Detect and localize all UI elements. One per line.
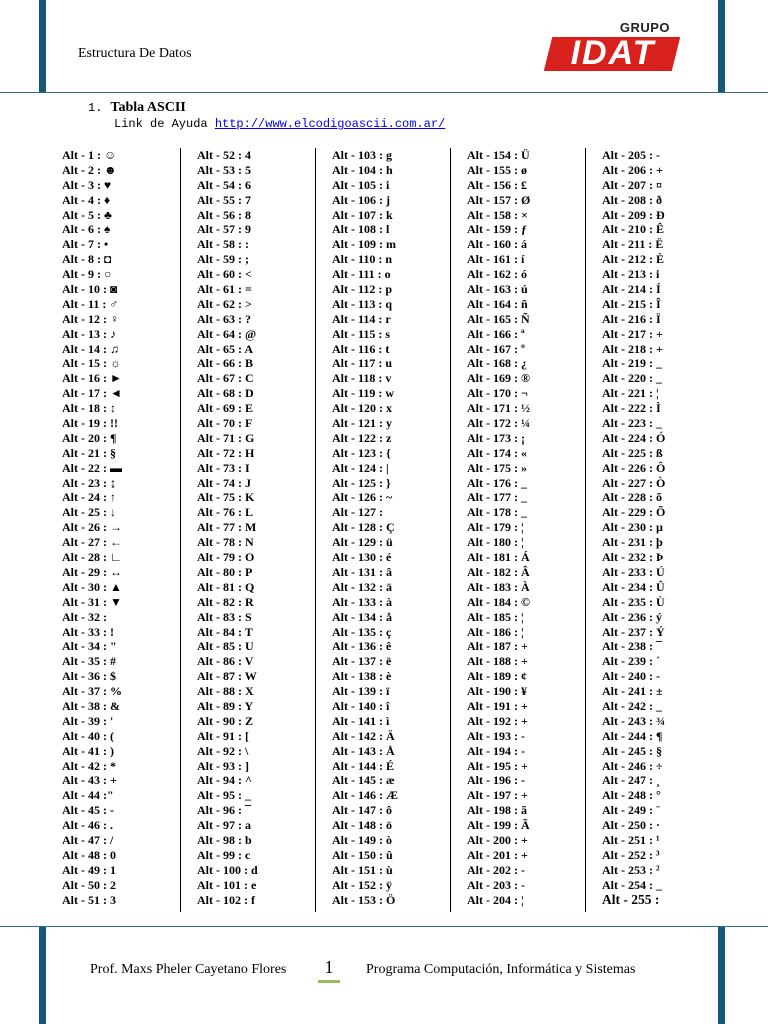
ascii-entry: Alt - 21 : § [62,445,116,460]
ascii-entry: Alt - 244 : ¶ [602,728,663,743]
ascii-entry: Alt - 94 : ^ [197,773,252,788]
ascii-entry: Alt - 128 : Ç [332,520,395,535]
ascii-entry: Alt - 97 : a [197,818,251,833]
ascii-entry: Alt - 73 : I [197,460,250,475]
ascii-entry: Alt - 156 : £ [467,177,527,192]
ascii-entry: Alt - 195 : + [467,758,528,773]
ascii-entry: Alt - 204 : ¦ [467,892,524,907]
ascii-entry: Alt - 180 : ¦ [467,535,524,550]
ascii-entry: Alt - 151 : ù [332,862,393,877]
ascii-entry: Alt - 217 : + [602,326,663,341]
ascii-entry: Alt - 211 : Ë [602,237,664,252]
ascii-entry: Alt - 54 : 6 [197,177,251,192]
ascii-entry: Alt - 27 : ← [62,535,122,550]
ascii-entry: Alt - 199 : Ã [467,818,530,833]
ascii-entry: Alt - 146 : Æ [332,788,398,803]
help-link-label: Link de Ayuda [114,117,208,131]
ascii-entry: Alt - 148 : ö [332,818,392,833]
ascii-entry: Alt - 207 : ¤ [602,177,662,192]
ascii-entry: Alt - 190 : ¥ [467,684,527,699]
ascii-entry: Alt - 159 : ƒ [467,222,527,237]
ascii-entry: Alt - 50 : 2 [62,877,116,892]
ascii-entry: Alt - 4 : ♦ [62,192,111,207]
ascii-entry: Alt - 122 : z [332,430,392,445]
ascii-entry: Alt - 81 : Q [197,579,255,594]
ascii-entry: Alt - 41 : ) [62,743,114,758]
ascii-entry: Alt - 45 : - [62,803,114,818]
ascii-entry: Alt - 139 : ï [332,684,390,699]
ascii-entry: Alt - 12 : ♀ [62,311,119,326]
ascii-entry: Alt - 35 : # [62,654,116,669]
ascii-entry: Alt - 233 : Ú [602,564,665,579]
ascii-entry: Alt - 149 : ò [332,832,392,847]
logo-main-text: IDAT [570,34,656,72]
ascii-entry: Alt - 80 : P [197,564,253,579]
ascii-entry: Alt - 183 : À [467,579,530,594]
ascii-entry: Alt - 234 : Û [602,579,665,594]
ascii-entry: Alt - 145 : æ [332,773,395,788]
ascii-entry: Alt - 155 : ø [467,162,527,177]
ascii-entry: Alt - 144 : É [332,758,394,773]
ascii-entry: Alt - 131 : â [332,564,392,579]
right-bar-bottom [718,926,725,1024]
ascii-entry: Alt - 96 : ¯ [197,803,251,818]
ascii-entry: Alt - 182 : Â [467,564,530,579]
idat-logo [548,20,680,74]
ascii-entry: Alt - 126 : ~ [332,490,393,505]
ascii-entry: Alt - 77 : M [197,520,257,535]
ascii-entry: Alt - 19 : !! [62,416,118,431]
section-heading [88,100,186,116]
ascii-entry: Alt - 157 : Ø [467,192,531,207]
ascii-entry: Alt - 221 : ¦ [602,386,659,401]
ascii-entry: Alt - 242 : _ [602,698,662,713]
ascii-entry: Alt - 70 : F [197,416,253,431]
ascii-entry: Alt - 31 : ▼ [62,594,122,609]
ascii-entry: Alt - 253 : ² [602,862,660,877]
ascii-entry: Alt - 166 : ª [467,326,525,341]
ascii-column-5 [602,148,665,907]
ascii-column-1 [62,148,122,907]
ascii-entry: Alt - 28 : ∟ [62,550,122,565]
ascii-entry: Alt - 124 : | [332,460,389,475]
ascii-entry: Alt - 39 : ' [62,713,114,728]
column-separator [315,148,316,912]
ascii-entry: Alt - 48 : 0 [62,847,116,862]
column-separator [450,148,451,912]
ascii-entry: Alt - 231 : þ [602,535,663,550]
ascii-entry: Alt - 150 : û [332,847,393,862]
ascii-entry: Alt - 127 : [332,505,383,520]
ascii-entry: Alt - 84 : T [197,624,253,639]
ascii-entry: Alt - 132 : ä [332,579,392,594]
ascii-entry: Alt - 20 : ¶ [62,430,117,445]
ascii-entry: Alt - 196 : - [467,773,525,788]
ascii-entry: Alt - 93 : ] [197,758,249,773]
ascii-entry: Alt - 241 : ± [602,684,663,699]
ascii-entry: Alt - 181 : Á [467,550,530,565]
ascii-entry: Alt - 3 : ♥ [62,177,112,192]
ascii-entry: Alt - 66 : B [197,356,253,371]
ascii-entry: Alt - 78 : N [197,535,254,550]
ascii-entry: Alt - 75 : K [197,490,255,505]
ascii-entry: Alt - 138 : è [332,669,392,684]
ascii-entry: Alt - 250 : · [602,818,660,833]
ascii-entry: Alt - 114 : r [332,311,391,326]
ascii-entry: Alt - 10 : ◙ [62,282,118,297]
ascii-entry: Alt - 110 : n [332,252,392,267]
ascii-entry: Alt - 101 : e [197,877,257,892]
ascii-entry: Alt - 67 : C [197,371,254,386]
ascii-entry: Alt - 44 :" [62,788,114,803]
ascii-entry: Alt - 15 : ☼ [62,356,121,371]
ascii-entry: Alt - 161 : í [467,252,525,267]
ascii-column-3 [332,148,398,907]
ascii-entry: Alt - 52 : 4 [197,148,251,162]
ascii-entry: Alt - 43 : + [62,773,117,788]
ascii-entry: Alt - 56 : 8 [197,207,251,222]
ascii-entry: Alt - 76 : L [197,505,253,520]
ascii-entry: Alt - 104 : h [332,162,393,177]
ascii-entry: Alt - 185 : ¦ [467,609,524,624]
ascii-entry: Alt - 59 : ; [197,252,249,267]
ascii-entry: Alt - 82 : R [197,594,254,609]
ascii-entry: Alt - 143 : Å [332,743,395,758]
ascii-entry: Alt - 252 : ³ [602,847,660,862]
ascii-entry: Alt - 49 : 1 [62,862,116,877]
ascii-entry: Alt - 220 : _ [602,371,662,386]
ascii-entry: Alt - 61 : = [197,282,252,297]
ascii-entry: Alt - 215 : Î [602,296,661,311]
ascii-entry: Alt - 46 : . [62,818,113,833]
ascii-entry: Alt - 222 : Ì [602,401,661,416]
ascii-entry: Alt - 167 : º [467,341,525,356]
left-bar-top [39,0,46,92]
ascii-entry: Alt - 89 : Y [197,698,254,713]
ascii-entry: Alt - 92 : \ [197,743,249,758]
ascii-entry: Alt - 5 : ♣ [62,207,112,222]
ascii-entry: Alt - 140 : î [332,698,390,713]
ascii-entry: Alt - 232 : Þ [602,550,664,565]
ascii-entry: Alt - 254 : _ [602,877,662,892]
ascii-entry: Alt - 107 : k [332,207,393,222]
ascii-entry: Alt - 197 : + [467,788,528,803]
ascii-entry: Alt - 249 : ¨ [602,803,660,818]
ascii-entry: Alt - 198 : ã [467,803,527,818]
ascii-entry: Alt - 79 : O [197,550,255,565]
ascii-entry: Alt - 40 : ( [62,728,114,743]
ascii-entry: Alt - 6 : ♠ [62,222,111,237]
ascii-entry: Alt - 200 : + [467,832,528,847]
ascii-entry: Alt - 112 : p [332,282,392,297]
ascii-column-2 [197,148,258,907]
ascii-entry: Alt - 109 : m [332,237,396,252]
ascii-entry: Alt - 34 : " [62,639,117,654]
ascii-entry: Alt - 38 : & [62,698,120,713]
ascii-entry: Alt - 123 : { [332,445,391,460]
ascii-entry: Alt - 205 : - [602,148,660,162]
ascii-entry: Alt - 173 : ¡ [467,430,525,445]
ascii-entry: Alt - 74 : J [197,475,251,490]
ascii-entry: Alt - 209 : Ð [602,207,665,222]
ascii-entry: Alt - 223 : _ [602,416,662,431]
ascii-entry: Alt - 141 : ì [332,713,390,728]
ascii-entry: Alt - 116 : t [332,341,390,356]
ascii-entry: Alt - 237 : Ý [602,624,665,639]
ascii-entry: Alt - 239 : ´ [602,654,660,669]
ascii-entry: Alt - 42 : * [62,758,116,773]
ascii-entry: Alt - 170 : ¬ [467,386,528,401]
ascii-entry: Alt - 235 : Ù [602,594,665,609]
ascii-entry: Alt - 83 : S [197,609,252,624]
ascii-entry: Alt - 218 : + [602,341,663,356]
ascii-entry: Alt - 189 : ¢ [467,669,527,684]
ascii-entry: Alt - 229 : Õ [602,505,666,520]
ascii-entry: Alt - 142 : Ä [332,728,395,743]
ascii-entry: Alt - 98 : b [197,832,252,847]
column-separator [180,148,181,912]
ascii-entry: Alt - 216 : Ï [602,311,661,326]
ascii-entry: Alt - 63 : ? [197,311,251,326]
ascii-entry: Alt - 64 : @ [197,326,257,341]
ascii-entry: Alt - 115 : s [332,326,390,341]
ascii-entry: Alt - 68 : D [197,386,254,401]
header-title: Estructura De Datos [78,46,192,61]
ascii-entry: Alt - 103 : g [332,148,392,162]
ascii-entry: Alt - 120 : x [332,401,392,416]
ascii-entry: Alt - 246 : ÷ [602,758,663,773]
ascii-entry: Alt - 227 : Ò [602,475,666,490]
ascii-entry: Alt - 118 : v [332,371,392,386]
ascii-entry: Alt - 208 : ð [602,192,662,207]
ascii-entry: Alt - 191 : + [467,698,528,713]
ascii-entry: Alt - 245 : § [602,743,662,758]
ascii-entry: Alt - 226 : Ô [602,460,666,475]
ascii-entry: Alt - 57 : 9 [197,222,251,237]
ascii-entry: Alt - 102 : f [197,892,255,907]
ascii-entry: Alt - 206 : + [602,162,663,177]
footer-rule [0,926,768,927]
ascii-entry: Alt - 37 : % [62,684,122,699]
ascii-entry: Alt - 119 : w [332,386,394,401]
ascii-entry: Alt - 248 : ° [602,788,661,803]
ascii-entry: Alt - 147 : ô [332,803,392,818]
ascii-entry: Alt - 214 : Í [602,282,661,297]
ascii-entry: Alt - 24 : ↑ [62,490,116,505]
ascii-entry: Alt - 219 : _ [602,356,662,371]
ascii-entry: Alt - 175 : » [467,460,527,475]
ascii-entry: Alt - 90 : Z [197,713,253,728]
ascii-entry: Alt - 193 : - [467,728,525,743]
ascii-entry: Alt - 177 : _ [467,490,527,505]
ascii-entry: Alt - 212 : È [602,252,664,267]
ascii-entry: Alt - 174 : « [467,445,527,460]
ascii-entry: Alt - 32 : [62,609,107,624]
ascii-entry: Alt - 51 : 3 [62,892,116,907]
ascii-entry: Alt - 186 : ¦ [467,624,524,639]
ascii-entry: Alt - 236 : ý [602,609,662,624]
header-rule [0,92,768,93]
ascii-entry: Alt - 111 : o [332,267,391,282]
ascii-entry: Alt - 171 : ½ [467,401,530,416]
ascii-entry: Alt - 65 : A [197,341,253,356]
ascii-entry: Alt - 201 : + [467,847,528,862]
ascii-entry: Alt - 1 : ☺ [62,148,117,162]
ascii-entry: Alt - 108 : l [332,222,390,237]
ascii-entry: Alt - 9 : ○ [62,267,112,282]
ascii-entry: Alt - 184 : © [467,594,530,609]
ascii-entry: Alt - 106 : j [332,192,390,207]
ascii-entry: Alt - 100 : d [197,862,258,877]
help-link-url[interactable]: http://www.elcodigoascii.com.ar/ [214,117,446,131]
ascii-entry: Alt - 210 : Ê [602,222,664,237]
section-number: 1. [88,101,103,115]
ascii-entry: Alt - 62 : > [197,296,252,311]
column-separator [585,148,586,912]
ascii-entry: Alt - 86 : V [197,654,254,669]
ascii-entry: Alt - 168 : ¿ [467,356,527,371]
ascii-entry: Alt - 192 : + [467,713,528,728]
ascii-table [0,148,768,916]
ascii-entry: Alt - 16 : ► [62,371,122,386]
ascii-entry: Alt - 18 : ↕ [62,401,116,416]
ascii-entry: Alt - 87 : W [197,669,257,684]
ascii-entry: Alt - 125 : } [332,475,391,490]
ascii-entry: Alt - 71 : G [197,430,255,445]
ascii-entry: Alt - 95 : _ [197,788,251,803]
ascii-entry: Alt - 228 : õ [602,490,662,505]
ascii-entry: Alt - 129 : ü [332,535,393,550]
ascii-entry: Alt - 135 : ç [332,624,392,639]
ascii-entry: Alt - 113 : q [332,296,392,311]
ascii-entry: Alt - 13 : ♪ [62,326,116,341]
left-bar-bottom [39,926,46,1024]
ascii-entry: Alt - 99 : c [197,847,251,862]
footer-program: Programa Computación, Informática y Sistemas [366,962,636,977]
ascii-entry: Alt - 88 : X [197,684,254,699]
ascii-column-4 [467,148,530,907]
ascii-entry: Alt - 154 : Ü [467,148,530,162]
ascii-entry: Alt - 14 : ♫ [62,341,119,356]
ascii-entry: Alt - 203 : - [467,877,525,892]
ascii-entry: Alt - 172 : ¼ [467,416,530,431]
ascii-entry: Alt - 22 : ▬ [62,460,122,475]
ascii-entry: Alt - 162 : ó [467,267,527,282]
ascii-entry: Alt - 85 : U [197,639,254,654]
ascii-entry: Alt - 169 : ® [467,371,530,386]
ascii-entry: Alt - 7 : • [62,237,109,252]
ascii-entry: Alt - 136 : ê [332,639,392,654]
ascii-entry: Alt - 178 : _ [467,505,527,520]
ascii-entry: Alt - 160 : á [467,237,527,252]
ascii-entry: Alt - 25 : ↓ [62,505,116,520]
ascii-entry: Alt - 255 : [602,891,660,907]
ascii-entry: Alt - 230 : µ [602,520,663,535]
ascii-entry: Alt - 58 : : [197,237,249,252]
ascii-entry: Alt - 26 : → [62,520,122,535]
ascii-entry: Alt - 55 : 7 [197,192,251,207]
footer-author: Prof. Maxs Pheler Cayetano Flores [90,962,287,977]
ascii-entry: Alt - 121 : y [332,416,392,431]
help-link-line [114,117,445,131]
ascii-entry: Alt - 165 : Ñ [467,311,530,326]
ascii-entry: Alt - 137 : ë [332,654,392,669]
ascii-entry: Alt - 33 : ! [62,624,114,639]
ascii-entry: Alt - 117 : u [332,356,392,371]
ascii-entry: Alt - 53 : 5 [197,162,251,177]
ascii-entry: Alt - 225 : ß [602,445,663,460]
ascii-entry: Alt - 240 : - [602,669,660,684]
ascii-entry: Alt - 187 : + [467,639,528,654]
ascii-entry: Alt - 243 : ¾ [602,713,665,728]
page-number: 1 [318,954,340,983]
ascii-entry: Alt - 23 : ↨ [62,475,116,490]
ascii-entry: Alt - 29 : ↔ [62,564,122,579]
ascii-entry: Alt - 247 : ¸ [602,773,660,788]
ascii-entry: Alt - 134 : å [332,609,392,624]
ascii-entry: Alt - 8 : ◘ [62,252,112,267]
ascii-entry: Alt - 47 : / [62,832,114,847]
ascii-entry: Alt - 130 : é [332,550,392,565]
ascii-entry: Alt - 153 : Ö [332,892,396,907]
ascii-entry: Alt - 36 : $ [62,669,116,684]
ascii-entry: Alt - 179 : ¦ [467,520,524,535]
right-bar-top [718,0,725,92]
ascii-entry: Alt - 176 : _ [467,475,527,490]
ascii-entry: Alt - 91 : [ [197,728,249,743]
ascii-entry: Alt - 163 : ú [467,282,528,297]
ascii-entry: Alt - 11 : ♂ [62,296,119,311]
ascii-entry: Alt - 202 : - [467,862,525,877]
section-title: Tabla ASCII [110,100,186,115]
ascii-entry: Alt - 2 : ☻ [62,162,117,177]
ascii-entry: Alt - 188 : + [467,654,528,669]
ascii-entry: Alt - 164 : ñ [467,296,528,311]
ascii-entry: Alt - 213 : i [602,267,660,282]
ascii-entry: Alt - 224 : Ó [602,430,666,445]
ascii-entry: Alt - 194 : - [467,743,525,758]
ascii-entry: Alt - 72 : H [197,445,255,460]
ascii-entry: Alt - 133 : à [332,594,392,609]
ascii-entry: Alt - 238 : ¯ [602,639,662,654]
ascii-entry: Alt - 152 : ÿ [332,877,392,892]
ascii-entry: Alt - 30 : ▲ [62,579,122,594]
logo-grupo-text: GRUPO [619,20,670,35]
ascii-entry: Alt - 158 : × [467,207,528,222]
ascii-entry: Alt - 60 : < [197,267,252,282]
ascii-entry: Alt - 17 : ◄ [62,386,122,401]
ascii-entry: Alt - 251 : ¹ [602,832,660,847]
ascii-entry: Alt - 69 : E [197,401,253,416]
ascii-entry: Alt - 105 : i [332,177,390,192]
